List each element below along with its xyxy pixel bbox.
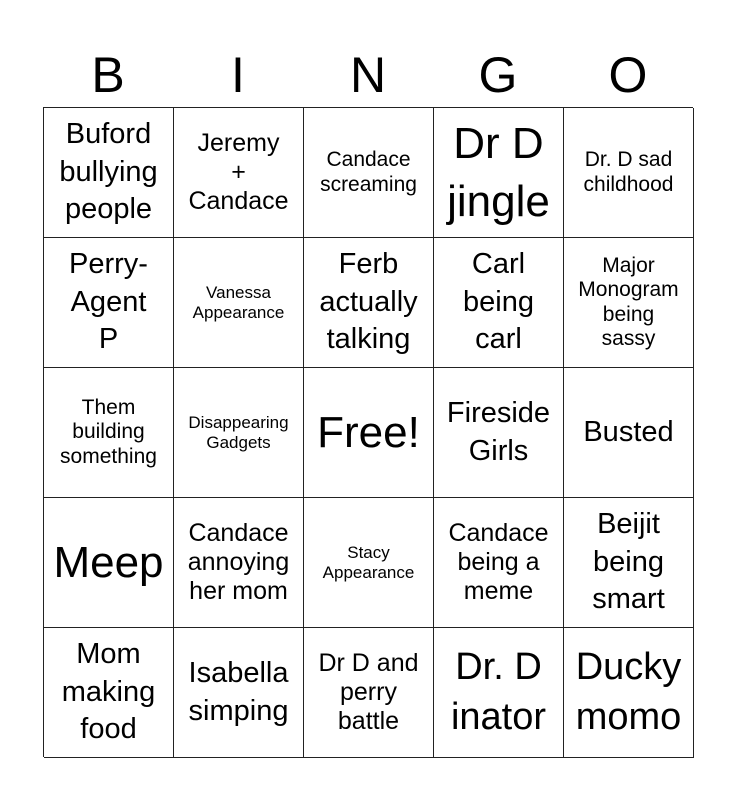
bingo-cell[interactable]: Ferb actually talking <box>304 238 434 368</box>
header-letter-i: I <box>231 47 245 103</box>
bingo-card <box>43 107 693 757</box>
bingo-cell[interactable]: Buford bullying people <box>44 108 174 238</box>
bingo-cell[interactable]: Stacy Appearance <box>304 498 434 628</box>
bingo-cell[interactable]: Fireside Girls <box>434 368 564 498</box>
bingo-cell[interactable]: Major Monogram being sassy <box>564 238 694 368</box>
bingo-cell[interactable]: Isabella simping <box>174 628 304 758</box>
bingo-cell[interactable]: Them building something <box>44 368 174 498</box>
bingo-cell[interactable]: Beijit being smart <box>564 498 694 628</box>
header-letter-g: G <box>478 47 518 103</box>
bingo-cell[interactable]: Dr D jingle <box>434 108 564 238</box>
bingo-cell[interactable]: Vanessa Appearance <box>174 238 304 368</box>
bingo-header <box>43 44 693 106</box>
bingo-cell[interactable]: Ducky momo <box>564 628 694 758</box>
free-space[interactable]: Free! <box>304 368 434 498</box>
bingo-cell[interactable]: Dr D and perry battle <box>304 628 434 758</box>
bingo-cell[interactable]: Jeremy + Candace <box>174 108 304 238</box>
bingo-cell[interactable]: Mom making food <box>44 628 174 758</box>
header-letter-o: O <box>608 47 648 103</box>
bingo-cell[interactable]: Meep <box>44 498 174 628</box>
bingo-cell[interactable]: Busted <box>564 368 694 498</box>
bingo-cell[interactable]: Candace annoying her mom <box>174 498 304 628</box>
bingo-cell[interactable]: Candace being a meme <box>434 498 564 628</box>
bingo-cell[interactable]: Candace screaming <box>304 108 434 238</box>
header-letter-b: B <box>91 47 125 103</box>
bingo-cell[interactable]: Disappearing Gadgets <box>174 368 304 498</box>
header-letter-n: N <box>349 47 387 103</box>
bingo-cell[interactable]: Dr. D sad childhood <box>564 108 694 238</box>
bingo-cell[interactable]: Dr. D inator <box>434 628 564 758</box>
bingo-cell[interactable]: Perry- Agent P <box>44 238 174 368</box>
bingo-cell[interactable]: Carl being carl <box>434 238 564 368</box>
